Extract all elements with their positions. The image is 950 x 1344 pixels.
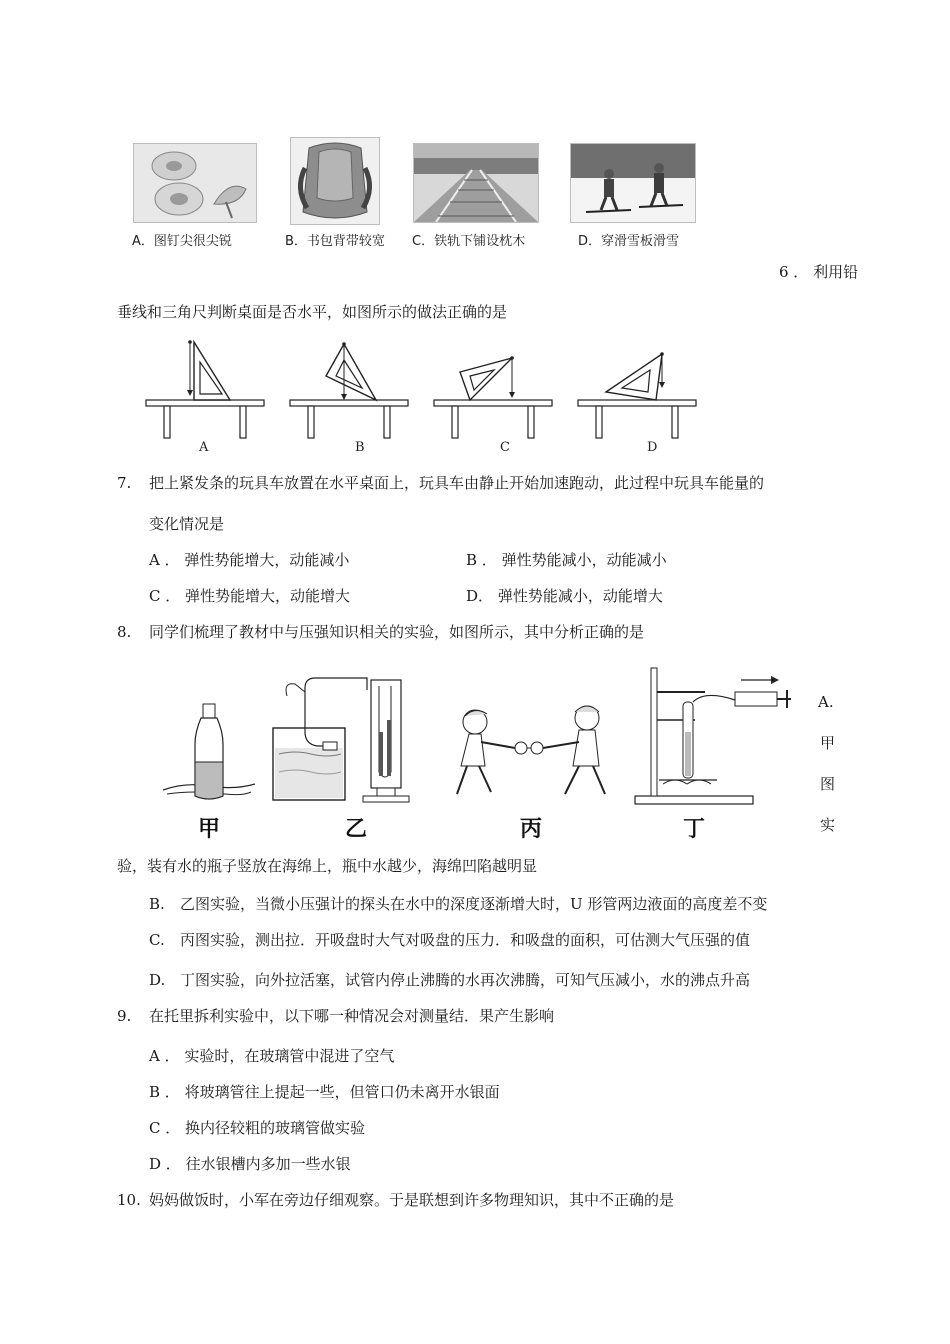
q9-option-d-text: 往水银槽内多加一些水银 <box>185 1155 351 1173</box>
q8-label-yi: 乙 <box>345 817 368 842</box>
table-a <box>146 340 264 438</box>
q9-option-b-label: B ． <box>149 1083 180 1101</box>
q7-option-a[interactable] <box>149 550 349 570</box>
pressure-experiments-figure <box>155 662 805 812</box>
q7-option-b-text: 弹性势能减小，动能减小 <box>501 551 667 569</box>
bottle-on-sponge <box>163 704 255 799</box>
q9-number: 9. <box>117 1007 132 1025</box>
q6-label-b: B <box>355 440 365 455</box>
q10-stem: 妈妈做饭时，小军在旁边仔细观察。于是联想到许多物理知识，其中不正确的是 <box>149 1191 675 1209</box>
table-b <box>290 342 408 438</box>
pressure-gauge <box>273 678 409 802</box>
q9-option-c-text: 换内径较粗的玻璃管做实验 <box>185 1119 366 1137</box>
table-c <box>434 356 552 438</box>
test-tube-syringe-apparatus <box>635 668 791 804</box>
q9-option-a-label: A ． <box>149 1047 180 1065</box>
q6-label-c: C <box>500 440 510 455</box>
caption-d: D．穿滑雪板滑雪 <box>578 234 680 249</box>
q8-option-c-text: 丙图实验，测出拉．开吸盘时大气对吸盘的压力．和吸盘的面积，可估测大气压强的值 <box>180 931 751 949</box>
q8-option-d-text: 丁图实验，向外拉活塞，试管内停止沸腾的水再次沸腾，可知气压减小，水的沸点升高 <box>180 971 751 989</box>
q6-label-d: D <box>647 440 658 455</box>
q9-stem: 在托里拆利实验中，以下哪一种情况会对测量结．果产生影响 <box>149 1007 555 1025</box>
q7-option-b[interactable] <box>466 550 667 570</box>
q9-option-b-text: 将玻璃管往上提起一些，但管口仍未离开水银面 <box>184 1083 500 1101</box>
q9-option-a[interactable] <box>149 1046 394 1066</box>
q7-option-d-text: 弹性势能减小，动能增大 <box>497 587 663 605</box>
q8-option-b-label: B. <box>149 895 165 913</box>
q9-option-c-label: C ． <box>149 1119 181 1137</box>
q9-option-d[interactable] <box>149 1154 351 1174</box>
q8-stem: 同学们梳理了教材中与压强知识相关的实验，如图所示，其中分析正确的是 <box>149 623 645 641</box>
pressure-examples-figure <box>130 140 700 255</box>
plumb-line-figure <box>140 336 700 456</box>
q8-option-a-vertical-2: 甲 <box>820 734 836 752</box>
q7-option-d[interactable] <box>466 586 663 606</box>
q6-number: 6 ． <box>779 263 809 281</box>
railway-photo <box>413 143 539 223</box>
q7-option-d-label: D． <box>466 587 494 605</box>
q9-option-a-text: 实验时，在玻璃管中混进了空气 <box>184 1047 395 1065</box>
q6-lead <box>779 262 858 282</box>
caption-c: C．铁轨下铺设枕木 <box>412 234 526 249</box>
q8-number: 8. <box>117 623 132 641</box>
q7-option-a-label: A ． <box>149 551 180 569</box>
q9-option-d-label: D ． <box>149 1155 181 1173</box>
q9-option-b[interactable] <box>149 1082 500 1102</box>
caption-a: A．图钉尖很尖锐 <box>132 234 232 249</box>
q7-number: 7. <box>117 474 132 492</box>
q6-label-a: A <box>199 440 209 455</box>
q7-option-c[interactable] <box>149 586 350 606</box>
skiing-photo <box>570 143 696 223</box>
q7-option-c-label: C ． <box>149 587 181 605</box>
backpack-photo <box>290 137 380 225</box>
q8-option-a-vertical-1: A. <box>818 693 834 711</box>
q7-option-b-label: B ． <box>466 551 497 569</box>
q8-option-d-label: D. <box>149 971 166 989</box>
q10-number: 10. <box>117 1191 141 1209</box>
caption-b: B．书包背带较宽 <box>285 234 385 249</box>
table-d <box>578 352 696 438</box>
q6-lead-text: 利用铅 <box>813 263 859 281</box>
q9-option-c[interactable] <box>149 1118 365 1138</box>
q8-option-b-text: 乙图实验，当微小压强计的探头在水中的深度逐渐增大时，U 形管两边液面的高度差不变 <box>180 895 768 913</box>
q8-option-d[interactable] <box>149 970 750 990</box>
q8-option-a-vertical-3: 图 <box>820 775 836 793</box>
q8-option-b[interactable] <box>149 894 767 914</box>
q7-stem-line1: 把上紧发条的玩具车放置在水平桌面上，玩具车由静止开始加速跑动，此过程中玩具车能量的 <box>149 474 765 492</box>
q8-label-ding: 丁 <box>683 817 706 842</box>
q8-option-c-label: C. <box>149 931 165 949</box>
kids-pulling-suction-cups <box>457 706 605 794</box>
q8-option-a-rest: 验，装有水的瓶子竖放在海绵上，瓶中水越少，海绵凹陷越明显 <box>117 857 538 875</box>
thumbtack-photo <box>133 143 257 223</box>
q8-option-a-vertical-4: 实 <box>820 816 836 834</box>
q8-option-c[interactable] <box>149 930 750 950</box>
q8-label-bing: 丙 <box>520 817 543 842</box>
q7-option-a-text: 弹性势能增大，动能减小 <box>184 551 350 569</box>
q8-label-jia: 甲 <box>198 817 221 842</box>
q7-stem-line2: 变化情况是 <box>149 515 225 533</box>
q7-option-c-text: 弹性势能增大，动能增大 <box>185 587 351 605</box>
q6-stem: 垂线和三角尺判断桌面是否水平，如图所示的做法正确的是 <box>117 303 508 321</box>
